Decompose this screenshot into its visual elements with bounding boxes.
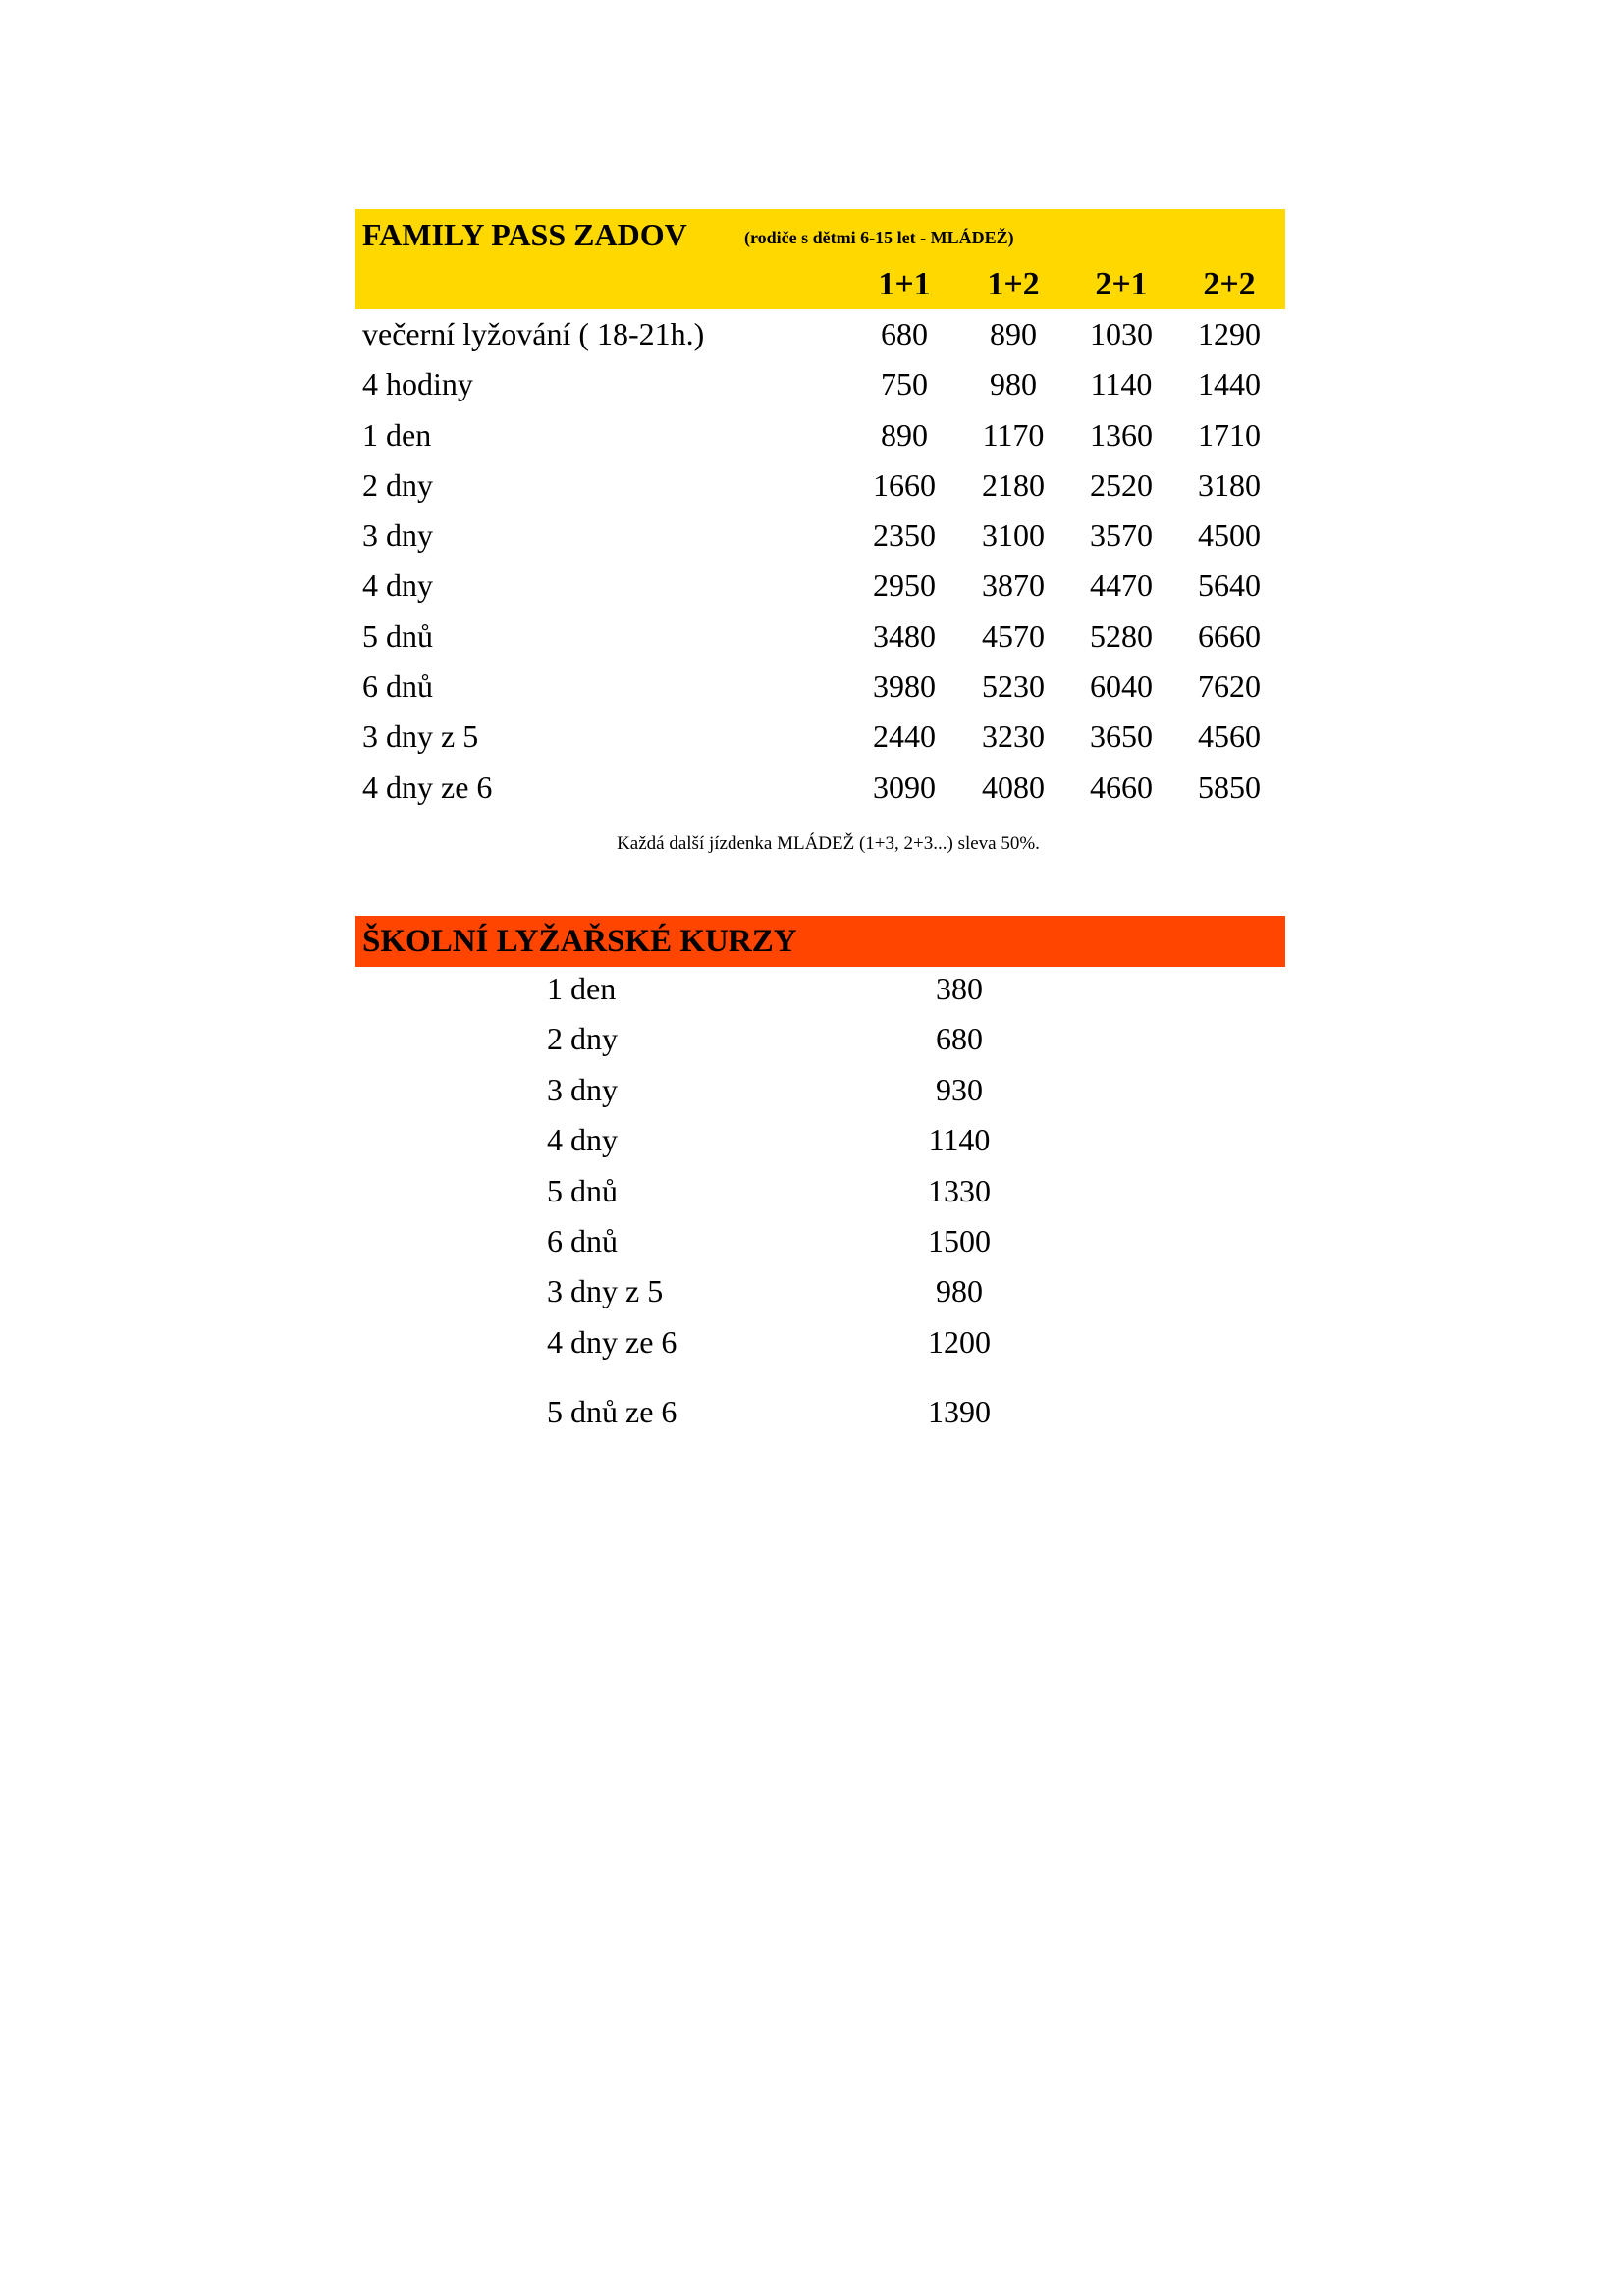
table-row xyxy=(355,1320,1285,1370)
family-pass-table xyxy=(355,309,1285,813)
row-label: 6 dnů xyxy=(547,1222,618,1258)
price-cell: 3100 xyxy=(982,517,1045,554)
school-courses-title: ŠKOLNÍ LYŽAŘSKÉ KURZY xyxy=(362,923,797,959)
price-cell: 4570 xyxy=(982,617,1045,654)
table-row xyxy=(355,1219,1285,1269)
row-label: 6 dnů xyxy=(362,668,433,705)
price-cell: 2180 xyxy=(982,466,1045,503)
column-header-2-1: 2+1 xyxy=(1095,266,1148,302)
price-cell: 1030 xyxy=(1090,316,1153,351)
price-cell: 3980 xyxy=(873,668,936,705)
price-cell: 5280 xyxy=(1090,617,1153,654)
table-row xyxy=(355,712,1285,762)
table-row xyxy=(355,359,1285,409)
price-cell: 1500 xyxy=(928,1222,991,1258)
row-label: 2 dny xyxy=(362,466,433,503)
price-cell: 980 xyxy=(936,1273,983,1309)
price-cell: 930 xyxy=(936,1071,983,1107)
price-cell: 680 xyxy=(936,1021,983,1057)
price-cell: 3230 xyxy=(982,719,1045,755)
price-cell: 5640 xyxy=(1198,567,1261,604)
price-cell: 890 xyxy=(881,416,928,453)
column-header-2-2: 2+2 xyxy=(1203,266,1256,302)
family-pass-subtitle: (rodiče s dětmi 6-15 let - MLÁDEŽ) xyxy=(744,228,1014,247)
row-label: 4 dny xyxy=(547,1122,618,1158)
family-pass-title: FAMILY PASS ZADOV xyxy=(362,217,687,252)
row-label: 4 dny xyxy=(362,567,433,604)
price-cell: 1200 xyxy=(928,1323,991,1360)
row-label: 3 dny xyxy=(362,517,433,554)
price-cell: 4470 xyxy=(1090,567,1153,604)
price-cell: 1170 xyxy=(982,416,1045,453)
price-cell: 3090 xyxy=(873,769,936,805)
school-courses-header xyxy=(355,916,1285,967)
table-row xyxy=(355,1017,1285,1067)
price-cell: 6040 xyxy=(1090,668,1153,705)
price-sheet xyxy=(355,209,1285,1440)
table-row xyxy=(355,309,1285,359)
price-cell: 3180 xyxy=(1198,466,1261,503)
price-cell: 3650 xyxy=(1090,719,1153,755)
row-label: 2 dny xyxy=(547,1021,618,1057)
price-cell: 5850 xyxy=(1198,769,1261,805)
row-label: 5 dnů xyxy=(362,617,433,654)
price-cell: 2520 xyxy=(1090,466,1153,503)
column-header-1-1: 1+1 xyxy=(878,266,931,302)
school-courses-table xyxy=(355,967,1285,1440)
row-label: 4 hodiny xyxy=(362,366,473,402)
price-cell: 2350 xyxy=(873,517,936,554)
table-row xyxy=(355,1269,1285,1319)
family-pass-header xyxy=(355,209,1285,309)
row-label: 5 dnů ze 6 xyxy=(547,1394,677,1430)
table-row xyxy=(355,410,1285,460)
price-cell: 1290 xyxy=(1198,316,1261,351)
table-row xyxy=(355,1068,1285,1118)
price-cell: 5230 xyxy=(982,668,1045,705)
table-row xyxy=(355,1169,1285,1219)
price-cell: 1330 xyxy=(928,1172,991,1208)
discount-note: Každá další jízdenka MLÁDEŽ (1+3, 2+3...) sleva 50%. xyxy=(617,832,1040,854)
price-cell: 1710 xyxy=(1198,416,1261,453)
price-cell: 6660 xyxy=(1198,617,1261,654)
price-cell: 1440 xyxy=(1198,366,1261,402)
table-row xyxy=(355,1118,1285,1168)
price-cell: 1140 xyxy=(1090,366,1153,402)
table-row xyxy=(355,763,1285,813)
row-label: 5 dnů xyxy=(547,1172,618,1208)
row-label: 1 den xyxy=(362,416,432,453)
price-cell: 4660 xyxy=(1090,769,1153,805)
row-label: 3 dny z 5 xyxy=(547,1273,664,1309)
table-row xyxy=(355,1370,1285,1440)
price-cell: 1390 xyxy=(928,1394,991,1430)
price-cell: 890 xyxy=(990,316,1037,351)
price-cell: 4080 xyxy=(982,769,1045,805)
price-cell: 750 xyxy=(881,366,928,402)
price-cell: 3570 xyxy=(1090,517,1153,554)
price-cell: 4560 xyxy=(1198,719,1261,755)
price-cell: 1660 xyxy=(873,466,936,503)
row-label: 4 dny ze 6 xyxy=(547,1323,677,1360)
price-cell: 980 xyxy=(990,366,1037,402)
price-cell: 3870 xyxy=(982,567,1045,604)
price-cell: 2950 xyxy=(873,567,936,604)
row-label: 3 dny xyxy=(547,1071,618,1107)
price-cell: 3480 xyxy=(873,617,936,654)
price-cell: 1360 xyxy=(1090,416,1153,453)
table-row xyxy=(355,561,1285,611)
table-row xyxy=(355,612,1285,662)
table-row xyxy=(355,510,1285,561)
table-row xyxy=(355,967,1285,1017)
row-label: 3 dny z 5 xyxy=(362,719,479,755)
price-cell: 7620 xyxy=(1198,668,1261,705)
price-cell: 4500 xyxy=(1198,517,1261,554)
row-label: 4 dny ze 6 xyxy=(362,769,493,805)
price-cell: 2440 xyxy=(873,719,936,755)
price-cell: 680 xyxy=(881,316,928,351)
row-label: 1 den xyxy=(547,970,617,1006)
price-cell: 1140 xyxy=(928,1122,991,1158)
price-cell: 380 xyxy=(936,970,983,1006)
column-header-1-2: 1+2 xyxy=(987,266,1040,302)
table-row xyxy=(355,662,1285,712)
row-label: večerní lyžování ( 18-21h.) xyxy=(362,316,705,351)
table-row xyxy=(355,460,1285,510)
